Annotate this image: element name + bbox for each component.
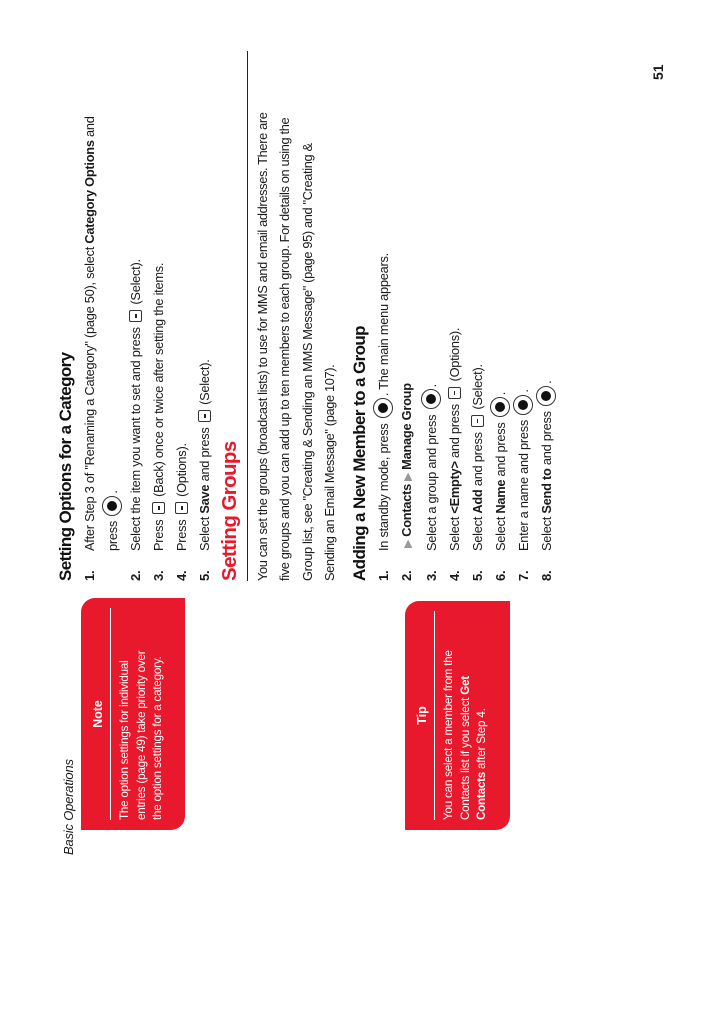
step-text: (Select). [469, 364, 485, 413]
step-bold: Category Options [82, 140, 97, 244]
heading-rule [247, 51, 248, 581]
step-text: (Select). [128, 259, 143, 308]
tip-bold-contacts: Contacts [475, 771, 488, 820]
step-bold: Name [492, 479, 508, 514]
tip-line-text: Contacts list if you select [458, 694, 472, 820]
step-number: 4. [174, 570, 189, 581]
step-text: . [538, 380, 554, 384]
step-number: 4. [446, 570, 462, 581]
step-item [395, 1, 420, 581]
tip-line [458, 611, 475, 820]
step-bold: Add [469, 489, 485, 514]
step-number: 1. [82, 570, 97, 581]
step-text: and [82, 116, 97, 141]
step-text: and press [197, 424, 212, 485]
tip-tail: after Step 4. [475, 708, 488, 772]
page-number: 51 [650, 64, 666, 80]
step-number: 5. [197, 570, 212, 581]
step-item [372, 1, 395, 581]
step-text: . The main menu appears. [375, 253, 391, 397]
step-text: . [515, 389, 531, 393]
softkey-icon [152, 502, 165, 514]
step-text: After Step 3 of "Renaming a Category" (page 50), select [82, 243, 97, 551]
footer-section-label: Basic Operations [61, 759, 76, 855]
steps-setting-options [78, 1, 216, 581]
tip-divider [434, 611, 435, 820]
step-text: In standby mode, press [375, 420, 391, 551]
body-line: Sending an Email Message" (page 107). [322, 364, 338, 581]
tip-box [405, 601, 510, 830]
step-text: Select the item you want to set and press [128, 323, 143, 551]
step-text: press [105, 517, 120, 551]
step-item [489, 1, 512, 581]
step-text: and press [446, 400, 462, 462]
center-key-icon [490, 397, 510, 417]
center-key-icon [373, 398, 393, 418]
step-bold: Send to [538, 468, 554, 514]
setting-groups-body [252, 1, 342, 581]
step-text: . [492, 391, 508, 396]
step-text: Press [151, 516, 166, 551]
heading-adding-member: Adding a New Member to a Group [349, 326, 369, 581]
step-number: 6. [492, 570, 508, 581]
step-text: Select [469, 513, 485, 551]
softkey-icon [471, 415, 484, 427]
note-box [81, 598, 185, 830]
step-text: Select [492, 513, 508, 551]
step-text: Select [197, 513, 212, 551]
step-text: Select [446, 513, 462, 551]
step-item [124, 1, 147, 581]
step-number: 3. [423, 570, 439, 581]
step-number: 7. [515, 570, 531, 581]
heading-setting-groups: Setting Groups [218, 441, 241, 581]
tip-text [441, 611, 491, 820]
step-number: 8. [538, 570, 554, 581]
softkey-icon [198, 410, 211, 422]
note-line: The option settings for individual [118, 660, 131, 820]
step-text: (Select). [197, 359, 212, 409]
softkey-icon [448, 387, 461, 399]
step-text: (Options). [174, 443, 189, 501]
body-line: You can set the groups (broadcast lists) to use for MMS and email addresses. There are [255, 112, 270, 581]
step-item [170, 1, 193, 581]
note-divider [110, 608, 111, 820]
step-item [78, 1, 124, 581]
step-bold: Manage Group [398, 383, 414, 470]
step-number: 2. [398, 570, 414, 581]
step-bold: Contacts [398, 484, 414, 537]
center-key-icon [421, 389, 441, 409]
step-item [512, 1, 535, 581]
note-text [117, 608, 167, 820]
step-text: (Options). [446, 327, 462, 385]
step-bold: Save [197, 484, 212, 514]
step-item [193, 1, 216, 581]
body-line: Group list, see "Creating & Sending an MMS Message" (page 95) and "Creating & [299, 143, 315, 581]
step-item [535, 1, 558, 581]
tip-line [474, 611, 491, 820]
body-line: five groups and you can add up to ten members to each group. For details on using the [277, 117, 293, 581]
note-title: Note [91, 700, 105, 728]
tip-title: Tip [415, 706, 429, 725]
steps-adding-member [372, 1, 558, 581]
step-item [420, 1, 443, 581]
step-number: 1. [375, 570, 391, 581]
arrow-right-icon: ▶ [401, 539, 414, 548]
step-text: Enter a name and press [515, 416, 531, 551]
note-line: entries (page 49) take priority over [134, 650, 148, 820]
heading-setting-options: Setting Options for a Category [56, 352, 75, 581]
main-content [56, 1, 558, 581]
note-line: the option settings for a category. [151, 656, 164, 820]
step-item [147, 1, 170, 581]
tip-bold-get: Get [458, 676, 472, 695]
tip-line: You can select a member from the [442, 650, 455, 820]
step-item [466, 1, 489, 581]
step-item [443, 1, 466, 581]
step-bold: <Empty> [446, 461, 462, 514]
step-text: . [105, 490, 120, 494]
step-text: and press [538, 407, 554, 469]
step-text: and press [492, 419, 508, 480]
step-text: and press [469, 428, 485, 490]
step-text: Select a group and press [423, 411, 439, 551]
step-text: (Back) once or twice after setting the items. [151, 262, 166, 501]
step-text: Press [174, 516, 189, 551]
softkey-icon [175, 502, 188, 514]
step-number: 3. [151, 570, 166, 581]
arrow-right-icon: ▶ [401, 472, 414, 482]
center-key-icon [102, 496, 122, 516]
step-number: 5. [469, 570, 485, 581]
softkey-icon [129, 310, 142, 322]
step-number: 2. [128, 570, 143, 581]
step-text: . [423, 384, 439, 388]
center-key-icon [513, 395, 533, 415]
center-key-icon [536, 386, 556, 406]
step-text: Select [538, 513, 554, 551]
